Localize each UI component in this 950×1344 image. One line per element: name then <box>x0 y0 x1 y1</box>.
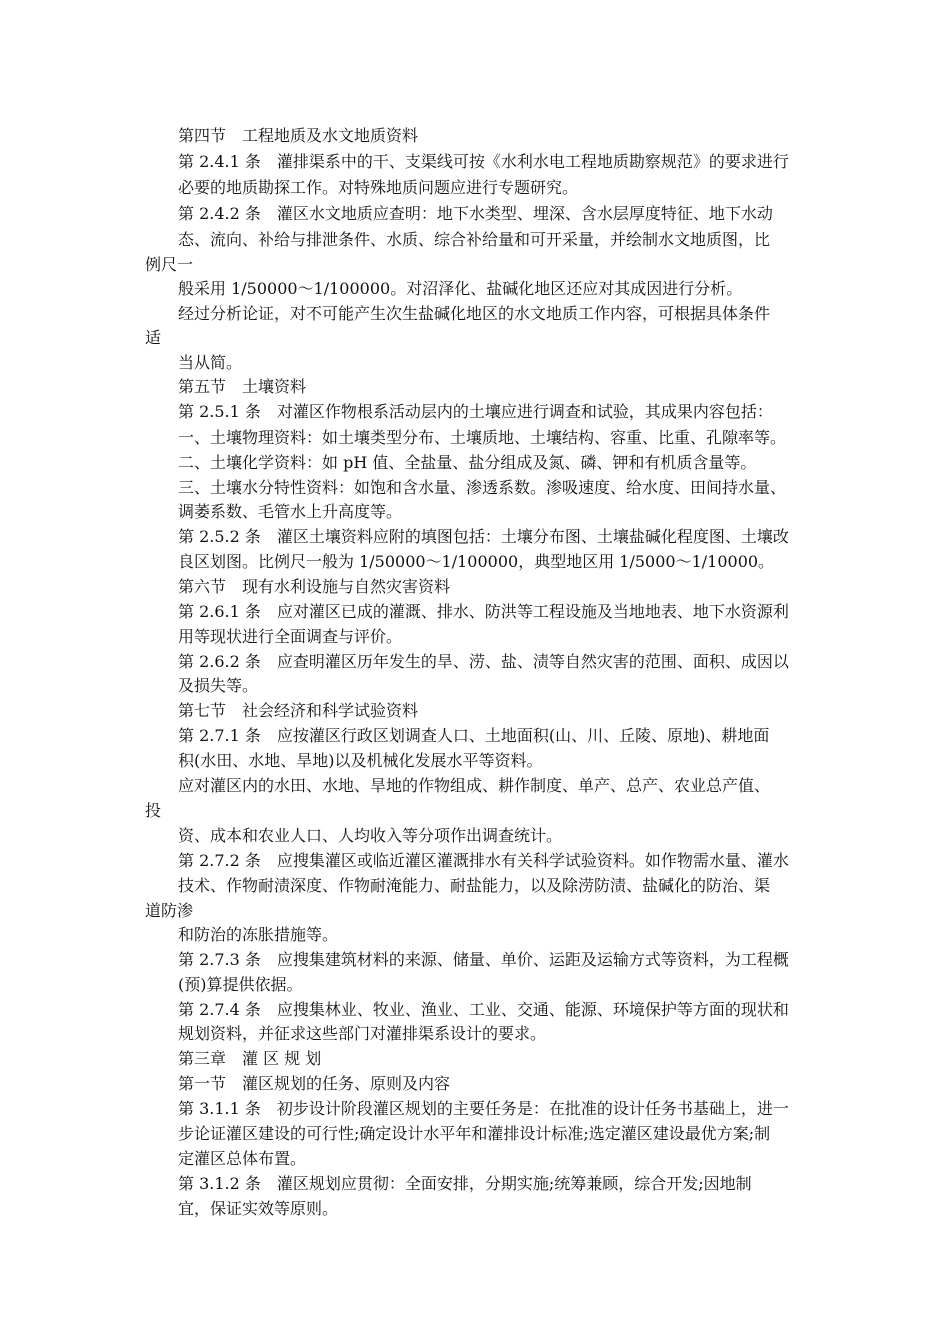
text-line: 定灌区总体布置。 <box>178 1149 307 1168</box>
text-line: 投 <box>145 801 162 820</box>
section-heading-5: 第五节 土壤资料 <box>178 377 307 396</box>
text-line: 和防治的冻胀措施等。 <box>178 925 339 944</box>
chapter-heading-3: 第三章 灌 区 规 划 <box>178 1049 322 1068</box>
text-line: 态、流向、补给与排泄条件、水质、综合补给量和可开采量，并绘制水文地质图，比 <box>178 230 771 249</box>
text-line: 第 2.7.3 条 应搜集建筑材料的来源、储量、单价、运距及运输方式等资料，为工程概 <box>178 950 789 969</box>
text-line: 第 3.1.1 条 初步设计阶段灌区规划的主要任务是：在批准的设计任务书基础上，进一 <box>178 1099 789 1118</box>
text-line: 技术、作物耐渍深度、作物耐淹能力、耐盐能力，以及除涝防渍、盐碱化的防治、渠 <box>178 876 771 895</box>
text-line: 宜，保证实效等原则。 <box>178 1199 339 1218</box>
text-line: 必要的地质勘探工作。对特殊地质问题应进行专题研究。 <box>178 178 579 197</box>
text-line: 资、成本和农业人口、人均收入等分项作出调查统计。 <box>178 826 563 845</box>
text-line: 般采用 1/50000～1/100000。对沼泽化、盐碱化地区还应对其成因进行分析。 <box>178 279 743 298</box>
text-line: 应对灌区内的水田、水地、旱地的作物组成、耕作制度、单产、总产、农业总产值、 <box>178 776 771 795</box>
text-line: 第 2.6.2 条 应查明灌区历年发生的旱、涝、盐、渍等自然灾害的范围、面积、成因以 <box>178 652 789 671</box>
text-line: 经过分析论证，对不可能产生次生盐碱化地区的水文地质工作内容，可根据具体条件 <box>178 304 771 323</box>
text-line: 第 2.7.2 条 应搜集灌区或临近灌区灌溉排水有关科学试验资料。如作物需水量、灌水 <box>178 851 789 870</box>
text-line: 当从简。 <box>178 353 243 372</box>
section-heading-4: 第四节 工程地质及水文地质资料 <box>178 126 419 145</box>
text-line: 适 <box>145 328 162 347</box>
text-line: 积(水田、水地、旱地)以及机械化发展水平等资料。 <box>178 751 543 770</box>
section-heading-6: 第六节 现有水利设施与自然灾害资料 <box>178 577 451 596</box>
text-line: 第 2.6.1 条 应对灌区已成的灌溉、排水、防洪等工程设施及当地地表、地下水资源利 <box>178 602 789 621</box>
text-line: 一、土壤物理资料：如土壤类型分布、土壤质地、土壤结构、容重、比重、孔隙率等。 <box>178 428 787 447</box>
text-line: 第 2.5.2 条 灌区土壤资料应附的填图包括：土壤分布图、土壤盐碱化程度图、土壤改 <box>178 527 789 546</box>
section-heading-1: 第一节 灌区规划的任务、原则及内容 <box>178 1074 451 1093</box>
text-line: 第 2.4.1 条 灌排渠系中的干、支渠线可按《水利水电工程地质勘察规范》的要求进行 <box>178 152 789 171</box>
text-line: 道防渗 <box>145 901 194 920</box>
text-line: 第 2.4.2 条 灌区水文地质应查明：地下水类型、埋深、含水层厚度特征、地下水动 <box>178 204 773 223</box>
text-line: 良区划图。比例尺一般为 1/50000～1/100000，典型地区用 1/5000～1/10000。 <box>178 552 775 571</box>
text-line: 二、土壤化学资料：如 pH 值、全盐量、盐分组成及氮、磷、钾和有机质含量等。 <box>178 453 757 472</box>
text-line: 第 3.1.2 条 灌区规划应贯彻：全面安排，分期实施;统筹兼顾，综合开发;因地制 <box>178 1174 752 1193</box>
text-line: 第 2.7.4 条 应搜集林业、牧业、渔业、工业、交通、能源、环境保护等方面的现状和 <box>178 1000 789 1019</box>
text-line: 步论证灌区建设的可行性;确定设计水平年和灌排设计标准;选定灌区建设最优方案;制 <box>178 1124 771 1143</box>
text-line: 三、土壤水分特性资料：如饱和含水量、渗透系数。渗吸速度、给水度、田间持水量、 <box>178 478 787 497</box>
section-heading-7: 第七节 社会经济和科学试验资料 <box>178 701 419 720</box>
text-line: 及损失等。 <box>178 676 259 695</box>
text-line: (预)算提供依据。 <box>178 975 303 994</box>
text-line: 例尺一 <box>145 255 194 274</box>
text-line: 第 2.7.1 条 应按灌区行政区划调查人口、土地面积(山、川、丘陵、原地)、耕地面 <box>178 726 770 745</box>
text-line: 用等现状进行全面调查与评价。 <box>178 627 403 646</box>
text-line: 第 2.5.1 条 对灌区作物根系活动层内的土壤应进行调查和试验，其成果内容包括： <box>178 402 773 421</box>
text-line: 规划资料，并征求这些部门对灌排渠系设计的要求。 <box>178 1024 547 1043</box>
text-line: 调萎系数、毛管水上升高度等。 <box>178 502 403 521</box>
